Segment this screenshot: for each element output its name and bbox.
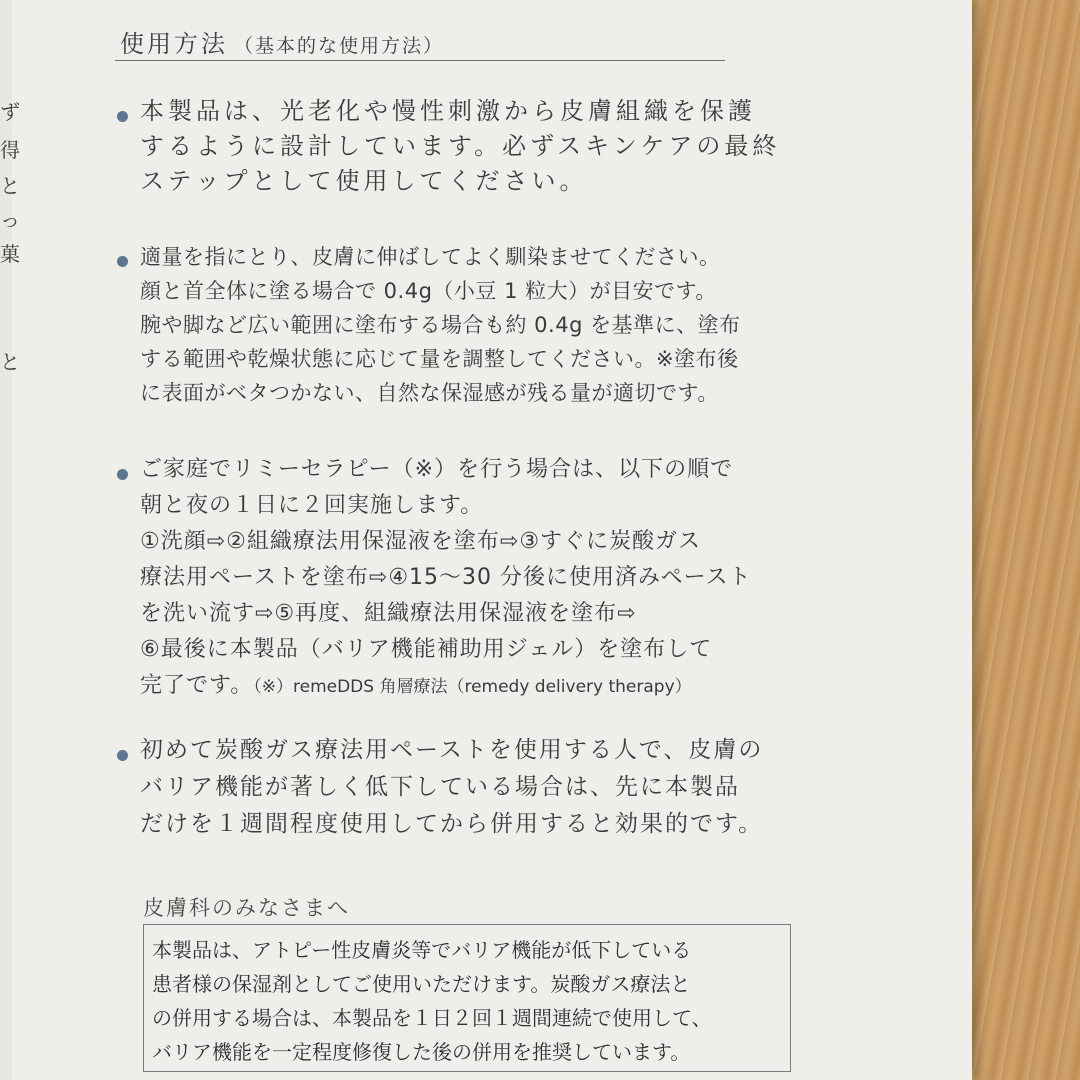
- paragraph-line: に表面がベタつかない、自然な保湿感が残る量が適切です。: [140, 381, 719, 405]
- paragraph-line: を洗い流す⇨⑤再度、組織療法用保湿液を塗布⇨: [140, 601, 637, 626]
- paragraph-line: 朝と夜の１日に２回実施します。: [140, 493, 484, 518]
- notice-line: 患者様の保湿剤としてご使用いただけます。炭酸ガス療法と: [152, 972, 691, 996]
- paragraph-line: 療法用ペーストを塗布⇨④15～30 分後に使用済みペースト: [140, 565, 752, 590]
- paragraph-line: するように設計しています。必ずスキンケアの最終: [140, 132, 781, 160]
- paragraph-line: ①洗顔⇨②組織療法用保湿液を塗布⇨③すぐに炭酸ガス: [140, 529, 702, 554]
- instruction-paragraph-2: [140, 240, 820, 410]
- wooden-table-background: [972, 0, 1080, 1080]
- edge-glyph: 得: [0, 138, 20, 162]
- paragraph-line: 顔と首全体に塗る場合で 0.4g（小豆 1 粒大）が目安です。: [140, 279, 717, 303]
- edge-glyph: と: [0, 350, 20, 374]
- paragraph-line: ステップとして使用してください。: [140, 167, 588, 195]
- paragraph-line: 完了です。: [140, 673, 254, 698]
- footnote: （※）remeDDS 角層療法（remedy delivery therapy）: [253, 677, 692, 697]
- edge-glyph: 菓: [0, 242, 20, 266]
- edge-glyph: っ: [0, 208, 20, 232]
- bullet-icon: [117, 469, 128, 480]
- notice-line: 本製品は、アトピー性皮膚炎等でバリア機能が低下している: [152, 938, 692, 962]
- paragraph-line: ⑥最後に本製品（バリア機能補助用ジェル）を塗布して: [140, 637, 713, 662]
- instruction-paragraph-3: [140, 452, 820, 705]
- notice-line: の併用する場合は、本製品を１日２回１週間連続で使用して、: [152, 1006, 712, 1030]
- edge-glyph: ず: [0, 100, 20, 124]
- bullet-icon: [117, 111, 128, 122]
- section-title: [120, 24, 444, 59]
- paragraph-line: 本製品は、光老化や慢性刺激から皮膚組織を保護: [140, 97, 756, 125]
- title-underline: [115, 60, 725, 61]
- instruction-paragraph-4: [140, 732, 820, 843]
- paragraph-line: ご家庭でリミーセラピー（※）を行う場合は、以下の順で: [140, 457, 734, 482]
- paragraph-line: 適量を指にとり、皮膚に伸ばしてよく馴染ませてください。: [140, 245, 721, 269]
- dermatology-notice-text: [152, 933, 792, 1069]
- bullet-icon: [117, 750, 128, 761]
- paragraph-line: だけを１週間程度使用してから併用すると効果的です。: [140, 811, 764, 837]
- paragraph-line: 腕や脚など広い範囲に塗布する場合も約 0.4g を基準に、塗布: [140, 313, 741, 337]
- dermatology-heading: 皮膚科のみなさまへ: [143, 896, 350, 920]
- paragraph-line: 初めて炭酸ガス療法用ペーストを使用する人で、皮膚の: [140, 737, 764, 763]
- edge-glyph: と: [0, 174, 20, 198]
- instruction-paragraph-1: [140, 94, 820, 199]
- section-title-main: 使用方法: [120, 30, 228, 58]
- section-subtitle: （基本的な使用方法）: [234, 35, 445, 57]
- bullet-icon: [117, 256, 128, 267]
- notice-line: バリア機能を一定程度修復した後の併用を推奨しています。: [152, 1040, 691, 1064]
- previous-page-edge: [0, 0, 20, 1080]
- paragraph-line: する範囲や乾燥状態に応じて量を調整してください。※塗布後: [140, 347, 739, 371]
- paragraph-line: バリア機能が著しく低下している場合は、先に本製品: [140, 774, 740, 800]
